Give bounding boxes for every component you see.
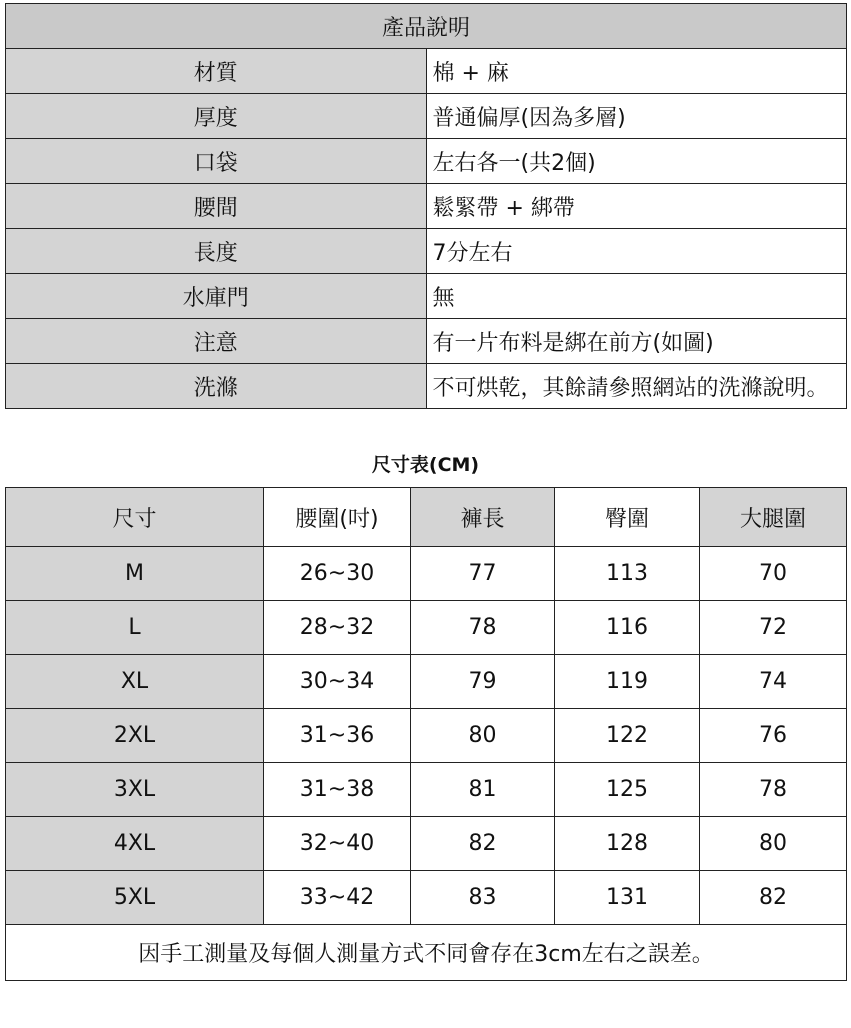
info-row-fly [6,274,847,319]
length-cell: 79 [411,655,555,709]
waist-cell: 28~32 [264,601,411,655]
hip-cell: 122 [555,709,700,763]
info-value: 不可烘乾，其餘請參照網站的洗滌說明。 [426,364,847,409]
measurement-note: 因手工測量及每個人測量方式不同會存在3cm左右之誤差。 [6,925,847,981]
length-cell: 82 [411,817,555,871]
size-chart-header-row [6,488,847,547]
thigh-cell: 72 [700,601,847,655]
waist-cell: 31~36 [264,709,411,763]
info-row-length [6,229,847,274]
info-row-thickness [6,94,847,139]
info-label: 長度 [6,229,427,274]
length-cell: 83 [411,871,555,925]
product-info-title: 產品說明 [6,4,847,49]
hip-cell: 125 [555,763,700,817]
waist-cell: 32~40 [264,817,411,871]
header-size: 尺寸 [6,488,264,547]
hip-cell: 131 [555,871,700,925]
info-label: 腰間 [6,184,427,229]
info-label: 注意 [6,319,427,364]
header-hip: 臀圍 [555,488,700,547]
thigh-cell: 80 [700,817,847,871]
size-cell: M [6,547,264,601]
product-info-table [5,3,847,409]
info-value: 有一片布料是綁在前方(如圖) [426,319,847,364]
info-value: 7分左右 [426,229,847,274]
waist-cell: 33~42 [264,871,411,925]
info-row-washing [6,364,847,409]
size-chart-table [5,487,847,981]
info-row-waist [6,184,847,229]
size-row [6,763,847,817]
thigh-cell: 74 [700,655,847,709]
size-cell: 3XL [6,763,264,817]
product-info-header-row [6,4,847,49]
size-row [6,547,847,601]
info-row-pockets [6,139,847,184]
info-value: 普通偏厚(因為多層) [426,94,847,139]
length-cell: 80 [411,709,555,763]
thigh-cell: 70 [700,547,847,601]
size-cell: 5XL [6,871,264,925]
size-chart-note-row [6,925,847,981]
hip-cell: 128 [555,817,700,871]
info-label: 材質 [6,49,427,94]
header-thigh: 大腿圍 [700,488,847,547]
info-label: 口袋 [6,139,427,184]
length-cell: 81 [411,763,555,817]
size-row [6,871,847,925]
info-label: 水庫門 [6,274,427,319]
hip-cell: 119 [555,655,700,709]
length-cell: 77 [411,547,555,601]
info-value: 左右各一(共2個) [426,139,847,184]
hip-cell: 116 [555,601,700,655]
size-cell: 4XL [6,817,264,871]
info-value: 鬆緊帶 + 綁帶 [426,184,847,229]
size-cell: L [6,601,264,655]
size-chart-caption: 尺寸表(CM) [371,454,480,476]
length-cell: 78 [411,601,555,655]
info-row-note [6,319,847,364]
info-label: 洗滌 [6,364,427,409]
thigh-cell: 82 [700,871,847,925]
size-cell: 2XL [6,709,264,763]
hip-cell: 113 [555,547,700,601]
thigh-cell: 76 [700,709,847,763]
header-waist: 腰圍(吋) [264,488,411,547]
size-cell: XL [6,655,264,709]
info-row-material [6,49,847,94]
size-row [6,601,847,655]
waist-cell: 30~34 [264,655,411,709]
waist-cell: 31~38 [264,763,411,817]
size-row [6,655,847,709]
size-row [6,817,847,871]
thigh-cell: 78 [700,763,847,817]
info-label: 厚度 [6,94,427,139]
size-row [6,709,847,763]
info-value: 棉 + 麻 [426,49,847,94]
waist-cell: 26~30 [264,547,411,601]
info-value: 無 [426,274,847,319]
header-length: 褲長 [411,488,555,547]
